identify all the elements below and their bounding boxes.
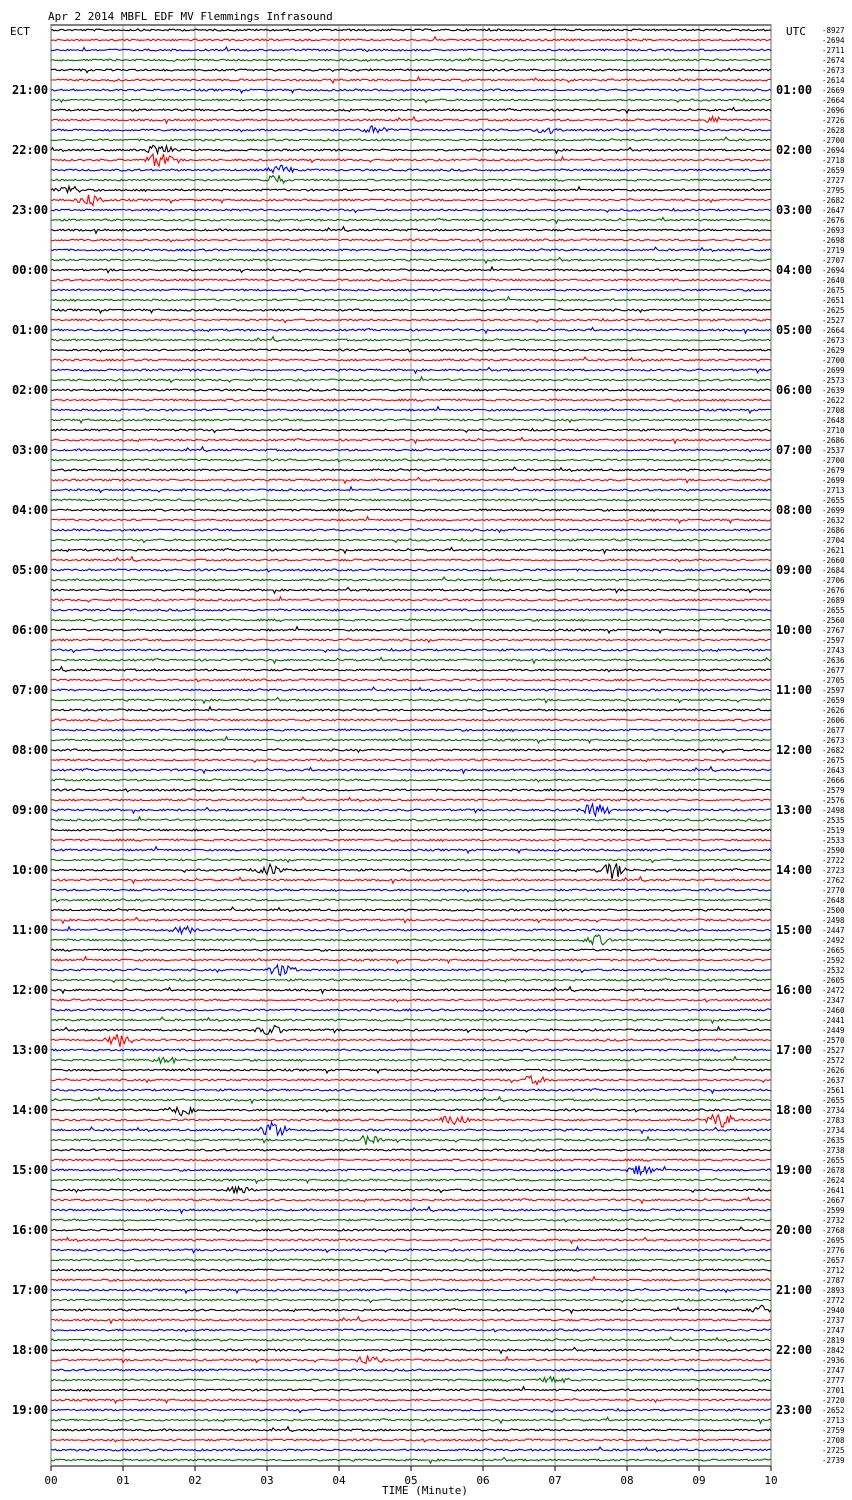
trace-offset-label: -2701	[822, 1386, 845, 1395]
trace-offset-label: -2713	[822, 486, 845, 495]
trace-offset-label: -2643	[822, 766, 845, 775]
trace-offset-label: -2605	[822, 976, 845, 985]
ect-hour-label: 00:00	[12, 263, 49, 277]
left-timezone-label: ECT	[10, 25, 30, 38]
trace-offset-label: -2648	[822, 896, 845, 905]
utc-hour-label: 08:00	[776, 503, 813, 517]
trace-offset-label: -2626	[822, 706, 845, 715]
trace-offset-label: -2570	[822, 1036, 845, 1045]
trace-offset-label: -2628	[822, 126, 845, 135]
trace-offset-label: -2686	[822, 436, 845, 445]
trace-offset-label: -2626	[822, 1066, 845, 1075]
trace-offset-label: -2519	[822, 826, 845, 835]
trace-offset-label: -2936	[822, 1356, 845, 1365]
ect-hour-label: 17:00	[12, 1283, 49, 1297]
trace-offset-label: -2500	[822, 906, 845, 915]
ect-hour-label: 22:00	[12, 143, 49, 157]
trace-offset-label: -2700	[822, 136, 845, 145]
trace-offset-label: -2639	[822, 386, 845, 395]
trace-offset-label: -2664	[822, 326, 845, 335]
trace-offset-label: -2675	[822, 756, 845, 765]
trace-offset-label: -2695	[822, 1236, 845, 1245]
trace-offset-label: -2669	[822, 86, 845, 95]
ect-hour-label: 04:00	[12, 503, 49, 517]
trace-offset-label: -2614	[822, 76, 845, 85]
ect-hour-label: 03:00	[12, 443, 49, 457]
trace-offset-label: -2734	[822, 1126, 845, 1135]
utc-hour-label: 12:00	[776, 743, 813, 757]
trace-offset-label: -2819	[822, 1336, 845, 1345]
trace-offset-label: -2636	[822, 656, 845, 665]
trace-offset-label: -2655	[822, 1156, 845, 1165]
trace-offset-label: -2664	[822, 96, 845, 105]
trace-offset-label: -2527	[822, 316, 845, 325]
trace-offset-label: -2723	[822, 866, 845, 875]
trace-offset-label: -2940	[822, 1306, 845, 1315]
ect-hour-label: 14:00	[12, 1103, 49, 1117]
utc-hour-label: 06:00	[776, 383, 813, 397]
trace-offset-label: -2696	[822, 106, 845, 115]
utc-hour-label: 14:00	[776, 863, 813, 877]
utc-hour-label: 20:00	[776, 1223, 813, 1237]
x-tick-label: 03	[260, 1474, 274, 1487]
utc-hour-label: 04:00	[776, 263, 813, 277]
x-tick-label: 08	[620, 1474, 634, 1487]
utc-hour-label: 21:00	[776, 1283, 813, 1297]
trace-offset-label: -2699	[822, 366, 845, 375]
trace-offset-label: -2535	[822, 816, 845, 825]
ect-hour-label: 08:00	[12, 743, 49, 757]
trace-offset-label: -2707	[822, 256, 845, 265]
utc-hour-label: 17:00	[776, 1043, 813, 1057]
trace-offset-label: -2533	[822, 836, 845, 845]
trace-offset-label: -2592	[822, 956, 845, 965]
trace-offset-label: -2694	[822, 146, 845, 155]
trace-offset-label: -2532	[822, 966, 845, 975]
trace-offset-label: -2734	[822, 1106, 845, 1115]
x-tick-label: 00	[44, 1474, 58, 1487]
utc-hour-label: 16:00	[776, 983, 813, 997]
trace-offset-label: -2795	[822, 186, 845, 195]
trace-offset-label: -2787	[822, 1276, 845, 1285]
trace-offset-label: -2498	[822, 806, 845, 815]
right-timezone-label: UTC	[786, 25, 806, 38]
trace-offset-label: -2472	[822, 986, 845, 995]
trace-offset-label: -2666	[822, 776, 845, 785]
chart-title: Apr 2 2014 MBFL EDF MV Flemmings Infrasound	[48, 10, 333, 23]
trace-offset-label: -2893	[822, 1286, 845, 1295]
trace-offset-label: -2700	[822, 456, 845, 465]
trace-offset-label: -2655	[822, 496, 845, 505]
trace-offset-label: -2655	[822, 1096, 845, 1105]
trace-offset-label: -2676	[822, 586, 845, 595]
trace-offset-label: -2711	[822, 46, 845, 55]
trace-offset-label: -2713	[822, 1416, 845, 1425]
ect-hour-label: 12:00	[12, 983, 49, 997]
trace-offset-label: -2700	[822, 356, 845, 365]
ect-hour-label: 13:00	[12, 1043, 49, 1057]
trace-offset-label: -2675	[822, 286, 845, 295]
trace-offset-label: -2708	[822, 1436, 845, 1445]
trace-offset-label: -2498	[822, 916, 845, 925]
ect-hour-label: 11:00	[12, 923, 49, 937]
ect-hour-label: 06:00	[12, 623, 49, 637]
trace-offset-label: -2776	[822, 1246, 845, 1255]
trace-offset-label: -2648	[822, 416, 845, 425]
trace-offset-label: -2632	[822, 516, 845, 525]
trace-offset-label: -2659	[822, 696, 845, 705]
trace-offset-label: -2704	[822, 536, 845, 545]
trace-offset-label: -2606	[822, 716, 845, 725]
ect-hour-label: 18:00	[12, 1343, 49, 1357]
ect-hour-label: 05:00	[12, 563, 49, 577]
trace-offset-label: -2579	[822, 786, 845, 795]
ect-hour-label: 10:00	[12, 863, 49, 877]
trace-offset-label: -2684	[822, 566, 845, 575]
trace-offset-label: -2768	[822, 1226, 845, 1235]
trace-offset-label: -2719	[822, 246, 845, 255]
trace-offset-label: -2651	[822, 296, 845, 305]
trace-offset-label: -2727	[822, 176, 845, 185]
trace-offset-label: -2718	[822, 156, 845, 165]
utc-hour-label: 07:00	[776, 443, 813, 457]
ect-hour-label: 02:00	[12, 383, 49, 397]
utc-hour-label: 09:00	[776, 563, 813, 577]
trace-offset-label: -2492	[822, 936, 845, 945]
trace-offset-label: -2699	[822, 476, 845, 485]
trace-offset-label: -2527	[822, 1046, 845, 1055]
trace-offset-labels	[822, 26, 845, 1465]
trace-offset-label: -2665	[822, 946, 845, 955]
trace-offset-label: -2460	[822, 1006, 845, 1015]
trace-offset-label: -2572	[822, 1056, 845, 1065]
trace-offset-label: -2759	[822, 1426, 845, 1435]
x-axis-label: TIME (Minute)	[381, 1484, 469, 1497]
trace-offset-label: -2689	[822, 596, 845, 605]
x-tick-label: 10	[764, 1474, 778, 1487]
ect-hour-label: 21:00	[12, 83, 49, 97]
utc-hour-label: 13:00	[776, 803, 813, 817]
trace-offset-label: -2673	[822, 336, 845, 345]
trace-offset-label: -2708	[822, 406, 845, 415]
trace-offset-label: -2722	[822, 856, 845, 865]
trace-offset-label: -2693	[822, 226, 845, 235]
trace-offset-label: -2590	[822, 846, 845, 855]
x-tick-label: 04	[332, 1474, 346, 1487]
x-tick-label: 07	[548, 1474, 562, 1487]
trace-offset-label: -2762	[822, 876, 845, 885]
utc-hour-labels	[776, 83, 812, 1417]
trace-offset-label: -2560	[822, 616, 845, 625]
utc-hour-label: 03:00	[776, 203, 813, 217]
trace-offset-label: -2673	[822, 736, 845, 745]
trace-offset-label: -2705	[822, 676, 845, 685]
trace-offset-label: -2737	[822, 1316, 845, 1325]
trace-offset-label: -2674	[822, 56, 845, 65]
trace-offset-label: -2573	[822, 376, 845, 385]
ect-hour-label: 19:00	[12, 1403, 49, 1417]
trace-offset-label: -2706	[822, 576, 845, 585]
trace-offset-label: -2625	[822, 306, 845, 315]
trace-offset-label: -2597	[822, 636, 845, 645]
trace-offset-label: -2621	[822, 546, 845, 555]
x-tick-label: 06	[476, 1474, 490, 1487]
trace-offset-label: -2682	[822, 746, 845, 755]
utc-hour-label: 01:00	[776, 83, 813, 97]
trace-offset-label: -2447	[822, 926, 845, 935]
trace-offset-label: -2599	[822, 1206, 845, 1215]
utc-hour-label: 15:00	[776, 923, 813, 937]
trace-offset-label: -2677	[822, 726, 845, 735]
ect-hour-label: 15:00	[12, 1163, 49, 1177]
utc-hour-label: 10:00	[776, 623, 813, 637]
trace-offset-label: -2712	[822, 1266, 845, 1275]
utc-hour-label: 05:00	[776, 323, 813, 337]
trace-offset-label: -8927	[822, 26, 845, 35]
trace-offset-label: -2743	[822, 646, 845, 655]
trace-offset-label: -2738	[822, 1146, 845, 1155]
trace-offset-label: -2449	[822, 1026, 845, 1035]
ect-hour-label: 07:00	[12, 683, 49, 697]
utc-hour-label: 02:00	[776, 143, 813, 157]
trace-offset-label: -2673	[822, 66, 845, 75]
trace-offset-label: -2679	[822, 466, 845, 475]
trace-offset-label: -2659	[822, 166, 845, 175]
trace-offset-label: -2842	[822, 1346, 845, 1355]
utc-hour-label: 19:00	[776, 1163, 813, 1177]
trace-offset-label: -2347	[822, 996, 845, 1005]
trace-offset-label: -2710	[822, 426, 845, 435]
trace-offset-label: -2676	[822, 216, 845, 225]
trace-offset-label: -2624	[822, 1176, 845, 1185]
trace-offset-label: -2747	[822, 1366, 845, 1375]
utc-hour-label: 22:00	[776, 1343, 813, 1357]
trace-offset-label: -2637	[822, 1076, 845, 1085]
trace-offset-label: -2667	[822, 1196, 845, 1205]
trace-offset-label: -2694	[822, 36, 845, 45]
trace-offset-label: -2635	[822, 1136, 845, 1145]
trace-offset-label: -2561	[822, 1086, 845, 1095]
trace-offset-label: -2772	[822, 1296, 845, 1305]
x-tick-label: 02	[188, 1474, 202, 1487]
trace-offset-label: -2655	[822, 606, 845, 615]
trace-offset-label: -2726	[822, 116, 845, 125]
trace-offset-label: -2682	[822, 196, 845, 205]
trace-offset-label: -2660	[822, 556, 845, 565]
utc-hour-label: 11:00	[776, 683, 813, 697]
trace-offset-label: -2441	[822, 1016, 845, 1025]
trace-offset-label: -2537	[822, 446, 845, 455]
trace-offset-label: -2767	[822, 626, 845, 635]
trace-offset-label: -2652	[822, 1406, 845, 1415]
ect-hour-labels	[12, 83, 48, 1417]
trace-offset-label: -2622	[822, 396, 845, 405]
trace-offset-label: -2640	[822, 276, 845, 285]
trace-offset-label: -2698	[822, 236, 845, 245]
trace-offset-label: -2629	[822, 346, 845, 355]
ect-hour-label: 23:00	[12, 203, 49, 217]
ect-hour-label: 09:00	[12, 803, 49, 817]
trace-offset-label: -2777	[822, 1376, 845, 1385]
ect-hour-label: 01:00	[12, 323, 49, 337]
trace-offset-label: -2783	[822, 1116, 845, 1125]
ect-hour-label: 16:00	[12, 1223, 49, 1237]
trace-offset-label: -2720	[822, 1396, 845, 1405]
utc-hour-label: 18:00	[776, 1103, 813, 1117]
trace-offset-label: -2657	[822, 1256, 845, 1265]
trace-offset-label: -2694	[822, 266, 845, 275]
x-tick-label: 01	[116, 1474, 130, 1487]
trace-offset-label: -2678	[822, 1166, 845, 1175]
trace-offset-label: -2732	[822, 1216, 845, 1225]
trace-offset-label: -2699	[822, 506, 845, 515]
x-tick-label: 05	[404, 1474, 418, 1487]
trace-offset-label: -2725	[822, 1446, 845, 1455]
trace-offset-label: -2597	[822, 686, 845, 695]
trace-offset-label: -2677	[822, 666, 845, 675]
utc-hour-label: 23:00	[776, 1403, 813, 1417]
trace-offset-label: -2770	[822, 886, 845, 895]
x-tick-label: 09	[692, 1474, 706, 1487]
trace-offset-label: -2739	[822, 1456, 845, 1465]
trace-offset-label: -2576	[822, 796, 845, 805]
trace-offset-label: -2686	[822, 526, 845, 535]
trace-offset-label: -2647	[822, 206, 845, 215]
trace-offset-label: -2747	[822, 1326, 845, 1335]
trace-offset-label: -2641	[822, 1186, 845, 1195]
